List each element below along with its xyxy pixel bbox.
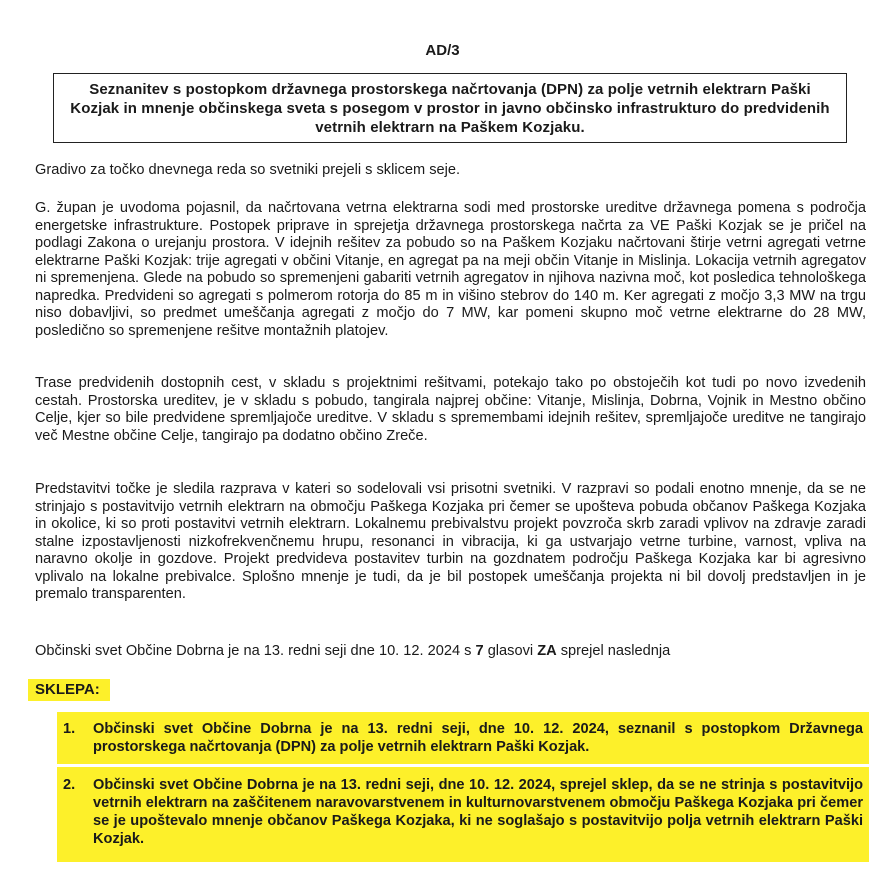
resolution-item (63, 776, 863, 848)
paragraph-materials: Gradivo za točko dnevnega reda so svetniki prejeli s sklicem seje. (35, 162, 461, 178)
vote-za: ZA (537, 643, 557, 659)
resolution-text: Občinski svet Občine Dobrna je na 13. redni seji, dne 10. 12. 2024, sprejel sklep, da se ne strinja s postavitvijo vetrnih elektrarn na zaščitenem naravovarstvenem in kulturnovarstvenem območju Paškega Kozjaka pri čemer se je upoštevalo mnenje občanov Paškega Kozjaka, ki ne soglašajo s postavitvijo polja vetrnih elektrarn Paški Kozjak. (93, 777, 863, 847)
document-title: Seznanitev s postopkom državnega prostorskega načrtovanja (DPN) za polje vetrnih elektrarn Paški Kozjak in mnenje občinskega sveta s posegom v prostor in javno občinsko infrastrukturo do predvidenih vetrnih elektrarn na Paškem Kozjaku. (70, 80, 830, 136)
vote-count: 7 (475, 643, 484, 659)
vote-line-before: Občinski svet Občine Dobrna je na 13. redni seji dne 10. 12. 2024 s (35, 643, 476, 659)
vote-line-after: sprejel naslednja (556, 643, 671, 659)
resolution-number: 2. (63, 777, 76, 793)
resolution-number: 1. (63, 721, 76, 737)
resolutions-heading: SKLEPA: (35, 681, 100, 698)
paragraph-discussion: Predstavitvi točke je sledila razprava v kateri so sodelovali vsi prisotni svetniki. V razpravi so podali enotno mnenje, da se ne strinjajo s postavitvijo vetrnih elektrarn na območju Paškega Kozjaka pri čemer se upošteva pobuda občanov Paškega Kozjaka in okolice, ki so proti postavitvi vetrnih elektrarn. Lokalnemu prebivalstvu projekt povzroča skrb zaradi vplivov na zdravje zaradi stalne izpostavljenosti nizkofrekvenčnemu hrupu, resonanci in vibracija, ki ga ustvarjajo vetrne turbine, varnost, vpliva na naravno okolje in gozdove. Projekt predvideva postavitev turbin na gozdnatem področju Paškega Kozjaka kar bi agresivno vplivalo na lokalne prebivalce. Splošno mnenje je tudi, da je bil postopek umeščanja projekta ni bil dovolj predstavljen in je premalo transparenten. (35, 481, 866, 602)
paragraph-access-roads: Trase predvidenih dostopnih cest, v skladu s projektnimi rešitvami, potekajo tako po obstoječih kot tudi po novo izvedenih cestah. Prostorska ureditev, je v skladu s pobudo, tangirala najprej občine: Vitanje, Mislinja, Dobrna, Vojnik in Mestno občino Celje, kjer so bile predvidene spremljajoče ureditve. V skladu s spremembami idejnih rešitev, spremljajoče ureditve ne tangirajo več Mestne občine Celje, tangirajo pa dodatno občino Zreče. (35, 375, 866, 444)
vote-line-mid: glasovi (483, 643, 538, 659)
resolution-item (63, 720, 863, 756)
vote-line (35, 643, 866, 661)
paragraph-mayor-explanation: G. župan je uvodoma pojasnil, da načrtovana vetrna elektrarna sodi med prostorske ureditve državnega pomena s področja energetske infrastrukture. Postopek priprave in sprejetja državnega prostorskega načrta za VE Paški Kozjak se je pričel na podlagi Zakona o urejanju prostora. V idejnih rešitev za pobudo so na Paškem Kozjaku načrtovani štirje vetrni agregati vetrne elektrarne Paški Kozjak: trije agregati v občini Vitanje, en agregat pa na meji občin Vitanje in Mislinja. Lokacija vetrnih agregatov ni spremenjena. Glede na pobudo so spremenjeni gabariti vetrnih agregatov in njihova nazivna moč, kot posledica tehnološkega napredka. Predvideni so agregati s polmerom rotorja do 85 m in višino stebrov do 140 m. Ker agregati z močjo 3,3 MW na trgu niso dobavljivi, so predmet umeščanja agregati z močjo do 7 MW, kar pomeni skupno moč vetrne elektrarne do 28 MW, posledično so spremenjene rešitve montažnih platojev. (35, 200, 866, 339)
resolution-text: Občinski svet Občine Dobrna je na 13. redni seji, dne 10. 12. 2024, seznanil s postopkom Državnega prostorskega načrtovanja (DPN) za polje vetrnih elektrarn Paški Kozjak. (93, 721, 863, 755)
document-code: AD/3 (425, 42, 460, 59)
title-box (53, 73, 847, 143)
